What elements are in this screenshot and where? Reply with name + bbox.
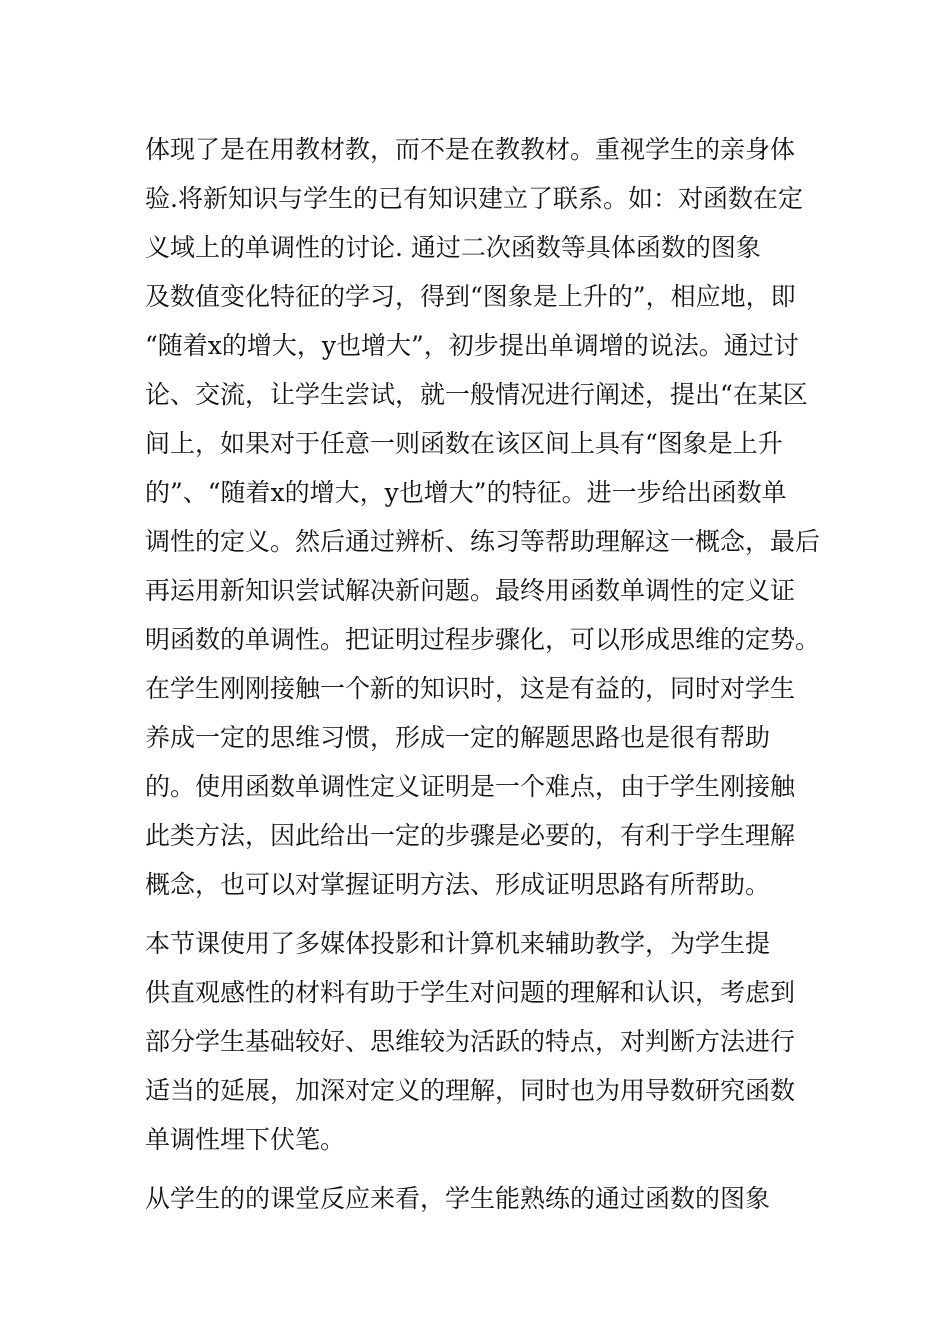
text-line: 此类方法，因此给出一定的步骤是必要的，有利于学生理解 [145,821,796,850]
text-line: 论、交流，让学生尝试，就一般情况进行阐述，提出“在某区 [145,380,808,409]
text-line: 养成一定的思维习惯，形成一定的解题思路也是很有帮助 [145,723,771,752]
text-line: 在学生刚刚接触一个新的知识时，这是有益的，同时对学生 [145,674,796,703]
text-line: 明函数的单调性。把证明过程步骤化，可以形成思维的定势。 [145,625,821,654]
text-line: 部分学生基础较好、思维较为活跃的特点，对判断方法进行 [145,1027,796,1056]
text-line: 供直观感性的材料有助于学生对问题的理解和认识，考虑到 [145,978,796,1007]
text-line: 间上，如果对于任意一则函数在该区间上具有“图象是上升 [145,429,783,458]
text-line: 的”、“随着x的增大，y也增大”的特征。进一步给出函数单 [145,478,787,507]
text-line: 适当的延展，加深对定义的理解，同时也为用导数研究函数 [145,1076,796,1105]
text-line: 义域上的单调性的讨论. 通过二次函数等具体函数的图象 [145,233,761,262]
text-line: 本节课使用了多媒体投影和计算机来辅助教学，为学生提 [145,929,771,958]
text-line: 及数值变化特征的学习，得到“图象是上升的”，相应地，即 [145,282,796,311]
text-line: 验.将新知识与学生的已有知识建立了联系。如：对函数在定 [145,184,803,213]
text-line: 单调性埋下伏笔。 [145,1125,346,1154]
text-line: “随着x的增大，y也增大”，初步提出单调增的说法。通过讨 [145,331,799,360]
text-line: 体现了是在用教材教，而不是在教教材。重视学生的亲身体 [145,135,796,164]
text-line: 的。使用函数单调性定义证明是一个难点，由于学生刚接触 [145,772,796,801]
text-line: 调性的定义。然后通过辨析、练习等帮助理解这一概念，最后 [145,527,821,556]
text-line: 再运用新知识尝试解决新问题。最终用函数单调性的定义证 [145,576,796,605]
text-line: 从学生的的课堂反应来看，学生能熟练的通过函数的图象 [145,1184,771,1213]
text-line: 概念，也可以对掌握证明方法、形成证明思路有所帮助。 [145,870,771,899]
